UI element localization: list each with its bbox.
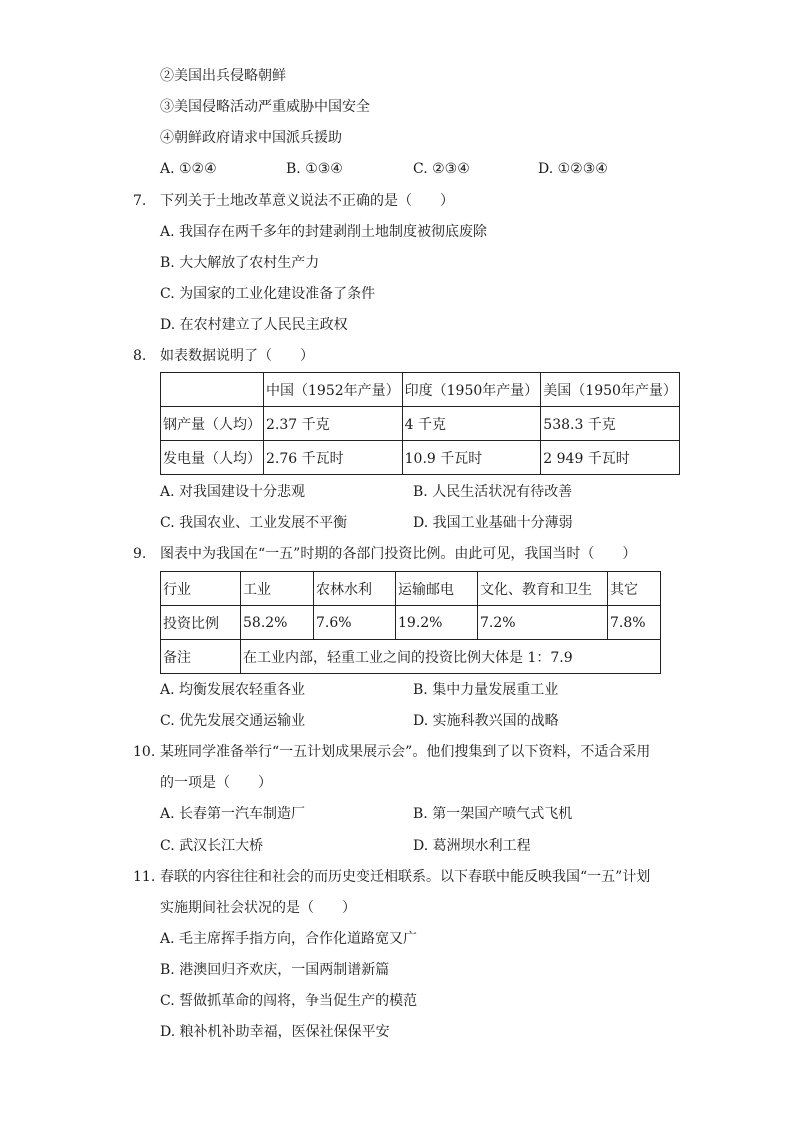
table-cell: 538.3 千克	[541, 407, 680, 441]
table-cell: 印度（1950年产量）	[402, 373, 541, 407]
table-cell: 2.76 千瓦时	[264, 441, 403, 475]
q11-number: 11.	[133, 869, 156, 885]
q10-stem-line2: 的一项是（ ）	[160, 775, 272, 791]
q9-option-d: D. 实施科教兴国的战略	[413, 713, 559, 729]
table-header-row	[161, 373, 680, 407]
q8-option-b: B. 人民生活状况有待改善	[413, 484, 573, 500]
q10-option-d: D. 葛洲坝水利工程	[413, 838, 531, 854]
table-cell: 中国（1952年产量）	[264, 373, 403, 407]
q7-option-a: A. 我国存在两千多年的封建剥削土地制度被彻底废除	[160, 224, 488, 240]
table-row	[161, 640, 661, 674]
table-cell: 投资比例	[161, 606, 241, 640]
q9-option-a: A. 均衡发展农轻重各业	[160, 682, 306, 698]
q11-option-c: C. 誓做抓革命的闯将，争当促生产的模范	[160, 993, 418, 1009]
q6-option-d: D. ①②③④	[538, 161, 608, 177]
q7-number: 7.	[133, 193, 147, 209]
table-header-row	[161, 572, 661, 606]
table-row	[161, 441, 680, 475]
q6-item-2: ②美国出兵侵略朝鲜	[160, 68, 286, 84]
q6-item-4: ④朝鲜政府请求中国派兵援助	[160, 130, 342, 146]
table-note-cell: 在工业内部，轻重工业之间的投资比例大体是 1：7.9	[241, 640, 661, 674]
q11-option-a: A. 毛主席挥手指方向，合作化道路宽又广	[160, 931, 418, 947]
q11-option-d: D. 粮补机补助幸福，医保社保保平安	[160, 1024, 390, 1040]
q11-option-b: B. 港澳回归齐欢庆，一国两制谱新篇	[160, 962, 390, 978]
q7-stem: 下列关于土地改革意义说法不正确的是（ ）	[160, 193, 454, 209]
table-cell: 农林水利	[314, 572, 396, 606]
q10-stem-line1: 某班同学准备举行“一五计划成果展示会”。他们搜集到了以下资料，不适合采用	[160, 744, 651, 760]
table-cell: 19.2%	[396, 606, 478, 640]
q6-option-a: A. ①②④	[160, 161, 217, 177]
q11-stem-line1: 春联的内容往往和社会的而历史变迁相联系。以下春联中能反映我国“一五”计划	[160, 869, 651, 885]
table-cell: 行业	[161, 572, 241, 606]
q9-option-c: C. 优先发展交通运输业	[160, 713, 306, 729]
table-cell: 其它	[608, 572, 661, 606]
table-cell: 备注	[161, 640, 241, 674]
q7-option-c: C. 为国家的工业化建设准备了条件	[160, 286, 376, 302]
q6-option-c: C. ②③④	[413, 161, 470, 177]
q6-option-b: B. ①③④	[286, 161, 343, 177]
q8-number: 8.	[133, 348, 147, 364]
table-cell: 钢产量（人均）	[161, 407, 264, 441]
q7-option-d: D. 在农村建立了人民民主政权	[160, 317, 348, 333]
table-cell: 2 949 千瓦时	[541, 441, 680, 475]
q8-stem: 如表数据说明了（ ）	[160, 348, 314, 364]
q11-stem-line2: 实施期间社会状况的是（ ）	[160, 900, 356, 916]
table-cell: 工业	[241, 572, 314, 606]
table-cell: 美国（1950年产量）	[541, 373, 680, 407]
table-cell: 发电量（人均）	[161, 441, 264, 475]
q8-data-table	[160, 372, 680, 475]
q10-option-c: C. 武汉长江大桥	[160, 838, 264, 854]
table-row	[161, 407, 680, 441]
q9-number: 9.	[133, 546, 147, 562]
table-cell: 运输邮电	[396, 572, 478, 606]
q10-number: 10.	[133, 744, 156, 760]
table-cell: 7.8%	[608, 606, 661, 640]
q10-option-b: B. 第一架国产喷气式飞机	[413, 806, 573, 822]
q9-investment-table	[160, 571, 661, 674]
table-cell: 文化、教育和卫生	[478, 572, 608, 606]
q9-stem: 图表中为我国在“一五”时期的各部门投资比例。由此可见，我国当时（ ）	[160, 546, 637, 562]
table-cell	[161, 373, 264, 407]
q10-option-a: A. 长春第一汽车制造厂	[160, 806, 306, 822]
q6-item-3: ③美国侵略活动严重威胁中国安全	[160, 99, 370, 115]
q8-option-d: D. 我国工业基础十分薄弱	[413, 515, 573, 531]
table-row	[161, 606, 661, 640]
q8-option-c: C. 我国农业、工业发展不平衡	[160, 515, 348, 531]
table-cell: 58.2%	[241, 606, 314, 640]
q7-option-b: B. 大大解放了农村生产力	[160, 255, 320, 271]
table-cell: 7.6%	[314, 606, 396, 640]
table-cell: 4 千克	[402, 407, 541, 441]
table-cell: 2.37 千克	[264, 407, 403, 441]
q8-option-a: A. 对我国建设十分悲观	[160, 484, 306, 500]
table-cell: 7.2%	[478, 606, 608, 640]
table-cell: 10.9 千瓦时	[402, 441, 541, 475]
q9-option-b: B. 集中力量发展重工业	[413, 682, 559, 698]
